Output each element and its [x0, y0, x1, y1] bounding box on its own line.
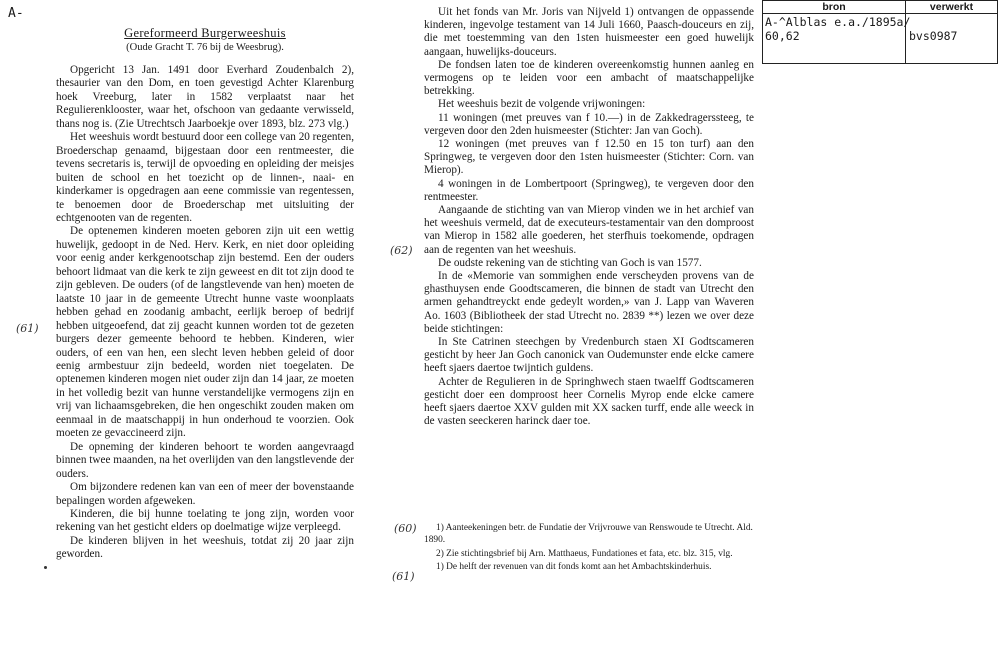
footnote: 1) Aanteekeningen betr. de Fundatie der Vrijvrouwe van Renswoude te Utrecht. Ald. 1890.: [424, 523, 753, 545]
paragraph: De oudste rekening van de stichting van Goch is van 1577.: [438, 256, 702, 269]
margin-note: (62): [390, 244, 413, 257]
footnote: 2) Zie stichtingsbrief bij Arn. Matthaeus, Fundationes et fata, etc. blz. 315, vlg.: [436, 548, 733, 559]
ink-dot: [44, 566, 47, 569]
left-body: [56, 64, 354, 562]
paragraph: Het weeshuis wordt bestuurd door een college van 20 regenten, Broederschap genaamd, bijgestaan door een rentmeester, die tevens secretaris is, terwijl de opvoeding en opleiding der meisjes buiten de school en het toezicht op de linnen-, naai- en kinderkamer is opgedragen aan eene commissie van regentessen, te benoemen door de Broederschap met uitsluiting der echtgenooten van de regenten.: [56, 131, 354, 224]
margin-note: (61): [16, 322, 39, 335]
footnote-mark: (61): [392, 570, 415, 583]
verwerkt-header: verwerkt: [929, 1, 974, 13]
paragraph: 4 woningen in de Lombertpoort (Springweg), te vergeven door den rentmeester.: [424, 177, 754, 203]
paragraph: In Ste Catrinen steechgen by Vredenburch staen XI Godtscameren gesticht by heer Jan Goch canonick van Oudemunster ende elcke camere heeft sjaers daertoe twijntich guldens.: [424, 336, 754, 375]
document-title: Gereformeerd Burgerweeshuis: [124, 26, 286, 40]
header-divider: [763, 13, 997, 14]
paragraph: De opneming der kinderen behoort te worden aangevraagd binnen twee maanden, na het overlijden van den langstlevende der ouders.: [56, 440, 354, 480]
paragraph: 12 woningen (met preuves van f 12.50 en 15 ton turf) aan den Springweg, te vergeven door den 1sten huismeester (Stichter: Corn. van Mierop).: [424, 138, 754, 177]
paragraph: Het weeshuis bezit de volgende vrijwoningen:: [438, 98, 646, 111]
footnote: 1) De helft der revenuen van dit fonds komt aan het Ambachtskinderhuis.: [436, 562, 712, 572]
paragraph: De optenemen kinderen moeten geboren zijn uit een wettig huwelijk, gedoopt in de Ned. Herv. Kerk, en niet door opleiding voor eenig ander kerkgenootschap zijn bestemd. Een der ouders behoort lidmaat van die kerk te zijn geweest en dit tot zijn dood te zijn gebleven. De ouders (of de langstlevende van hen) moeten de laatste 10 jaar in de gemeente Utrecht hunne vaste woonplaats hebben gehad en zoodanig ambacht, eerlijk beroep of bedrijf hebben uitgeoefend, dat zij geacht kunnen worden tot de gezeten burgers dezer gemeente behoord te hebben. Kinderen, wier ouders, of een van hen, een slecht leven hebben geleid of door eenig armbestuur zijn bedeeld, worden niet toegelaten. De optenemen kinderen mogen niet ouder zijn dan 14 jaar, ze moeten in het volledig bezit van hunne verstandelijke vermogens zijn en vrij van lichaamsgebreken, die hen ongeschikt zouden maken om eenmaal in de maatschappij in hun onderhoud te voorzien. Ook moeten ze gevaccineerd zijn.: [56, 225, 354, 440]
bron-header: bron: [822, 1, 846, 13]
column-divider: [905, 1, 906, 63]
paragraph: Opgericht 13 Jan. 1491 door Everhard Zoudenbalch 2), thesaurier van den Dom, en toen gevestigd Achter Klarenburg hoek Vreeburg, later in 1582 verplaatst naar het Regulierenklooster, waar het, ofschoon van gedaante verwisseld, thans nog is. (Zie Utrechtsch Jaarboekje over 1893, blz. 273 vlg.): [56, 64, 354, 130]
paragraph: 11 woningen (met preuves van f 10.—) in de Zakkedragerssteeg, te vergeven door den 2den huismeester (Stichter: Jan van Goch).: [424, 111, 754, 137]
right-body: [424, 6, 754, 429]
paragraph: Aangaande de stichting van van Mierop vinden we in het archief van het weeshuis vermeld, dat de executeurs-testamentair van den domproost van Mierop in 1582 alle goederen, het sterfhuis toekomende, opdragen aan de regenten van het weeshuis.: [424, 204, 754, 256]
catalogue-card: [762, 0, 998, 64]
paragraph: Om bijzondere redenen kan van een of meer der bovenstaande bepalingen worden afgeweken.: [56, 481, 354, 507]
bron-value-line2: 60,62: [765, 29, 800, 43]
document-subtitle: (Oude Gracht T. 76 bij de Weesbrug).: [126, 42, 284, 53]
paragraph: Kinderen, die bij hunne toelating te jong zijn, worden voor rekening van het gesticht elders op doelmatige wijze verpleegd.: [56, 507, 354, 534]
paragraph: De fondsen laten toe de kinderen overeenkomstig hunnen aanleg en vermogens op te leiden voor een ambacht of maatschappelijke betrekking.: [424, 58, 754, 98]
right-column: [424, 0, 754, 649]
footnotes: [424, 522, 754, 575]
paragraph: De kinderen blijven in het weeshuis, totdat zij 20 jaar zijn geworden.: [56, 534, 354, 561]
page-mark: A-: [8, 6, 24, 21]
paragraph: Uit het fonds van Mr. Joris van Nijveld 1) ontvangen de oppassende kinderen, ingevolge testament van 14 Juli 1660, Paasch-douceurs en zij, die met toestemming van den 1sten huismeester een goed huwelijk aangaan, huwelijks-douceurs.: [424, 6, 754, 58]
footnote-mark: (60): [394, 522, 417, 535]
verwerkt-value: bvs0987: [909, 29, 958, 43]
paragraph: In de «Memorie van sommighen ende verscheyden provens van de ghasthuysen ende Goodtscameren, die binnen de stadt van Utrecht den armen gehandtreyckt ende gedeylt worden,» van J. Lapp van Waveren Ao. 1603 (Bibliotheek der stad Utrecht no. 2839 **) lezen we over deze beide stichtingen:: [424, 270, 754, 335]
paragraph: Achter de Regulieren in de Springhwech staen twaelff Godtscameren gesticht doer een domproost heer Cornelis Myrop ende elcke camere heeft sjaers daertoe XXV gulden mit XX sacken turff, ende alle weeck in de vasten seeckeren harinck daer toe.: [424, 375, 754, 428]
left-column: [56, 0, 354, 649]
bron-value-line1: A-^Alblas e.a./1895a/: [765, 15, 911, 29]
